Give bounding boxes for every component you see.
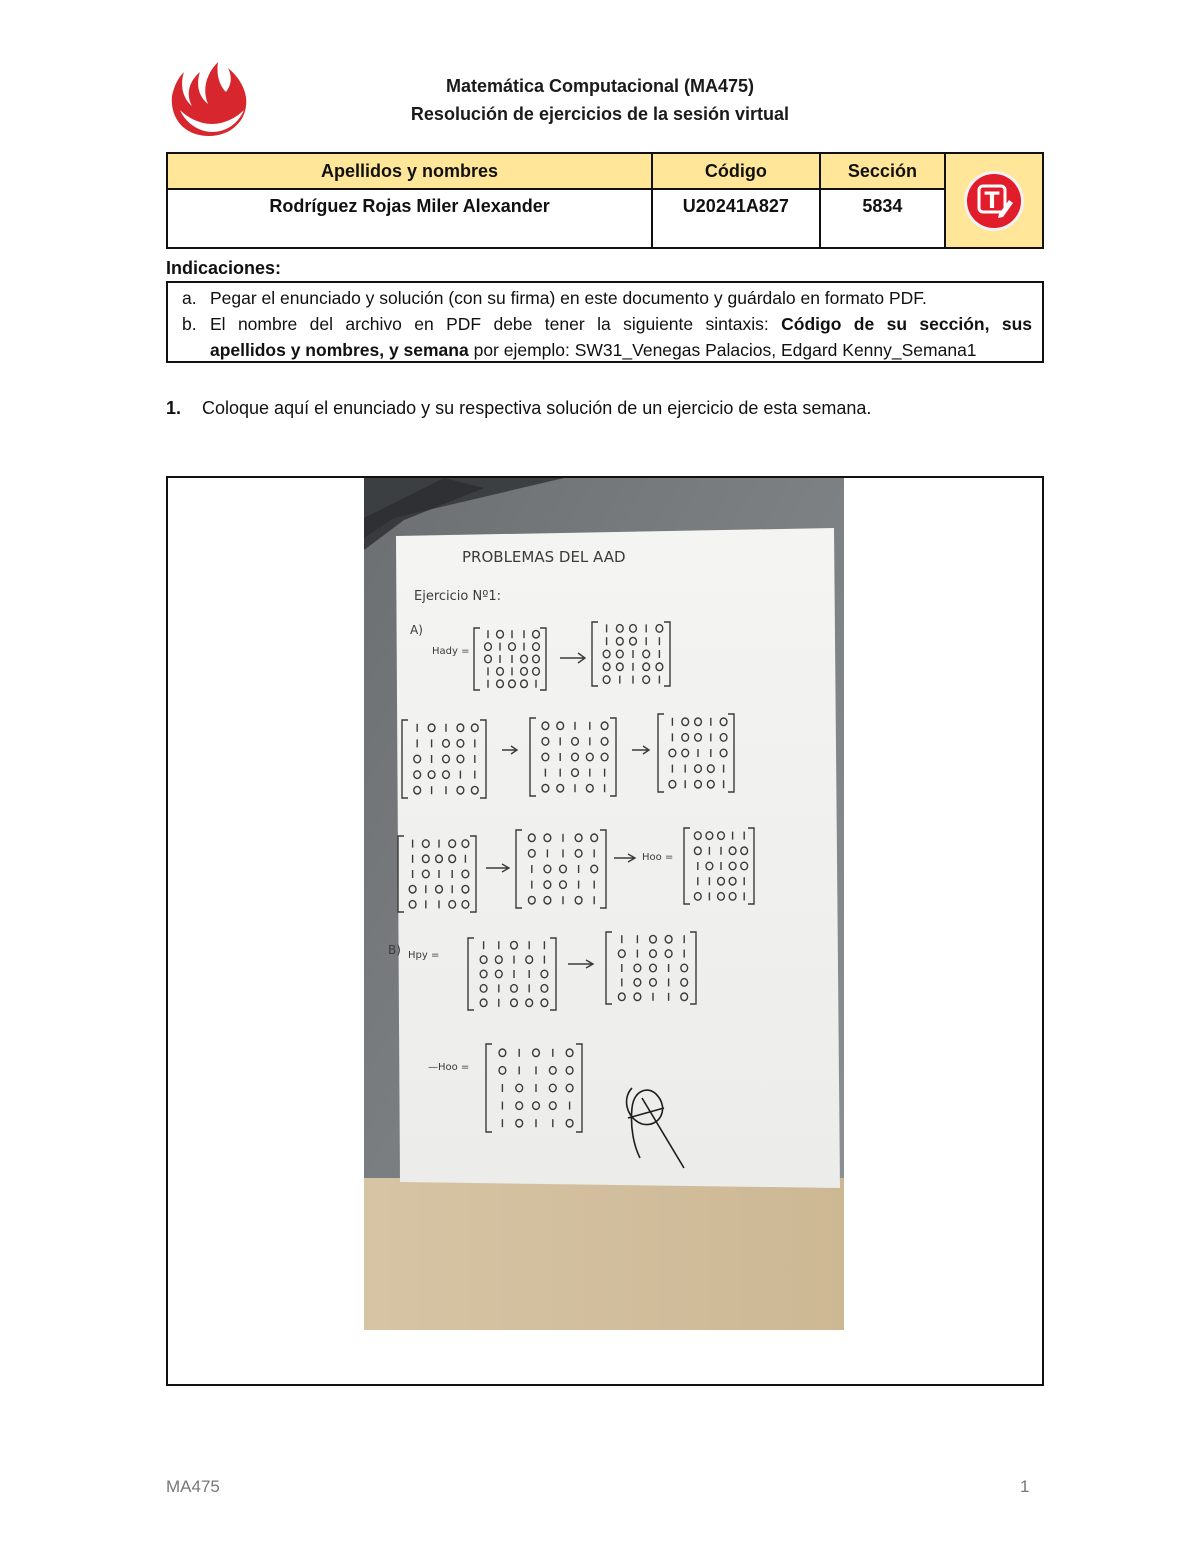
photo-label-hpy: Hpy = bbox=[408, 950, 440, 961]
student-name: Rodríguez Rojas Miler Alexander bbox=[167, 189, 652, 248]
item-b-bold-1: Código de su sección, sus bbox=[781, 314, 1032, 334]
title-line-2: Resolución de ejercicios de la sesión virtual bbox=[410, 104, 790, 124]
badge-letter: T bbox=[984, 188, 1000, 214]
item-b-bold-2: apellidos y nombres, y semana bbox=[210, 340, 469, 360]
handwritten-solution-photo bbox=[364, 478, 844, 1330]
footer-course: MA475 bbox=[166, 1477, 220, 1496]
question-1 bbox=[166, 398, 871, 419]
header-code: Código bbox=[652, 153, 820, 189]
photo-part-a: A) bbox=[410, 623, 423, 637]
photo-part-b: B) bbox=[388, 943, 401, 957]
question-number: 1. bbox=[166, 398, 182, 418]
indications-label: Indicaciones: bbox=[166, 258, 282, 278]
item-b-text: El nombre del archivo en PDF debe tener la siguiente sintaxis: bbox=[210, 314, 782, 334]
item-b-letter: b. bbox=[182, 314, 197, 334]
title-line-1: Matemática Computacional (MA475) bbox=[445, 76, 755, 96]
edit-badge-icon bbox=[963, 170, 1025, 232]
photo-label-hoo: Hoo = bbox=[642, 852, 674, 863]
item-a-letter: a. bbox=[182, 288, 197, 308]
item-a-text: Pegar el enunciado y solución (con su firma) en este documento y guárdalo en formato PDF. bbox=[210, 288, 927, 308]
question-text: Coloque aquí el enunciado y su respectiva solución de un ejercicio de esta semana. bbox=[202, 398, 872, 418]
photo-label-hady: Hady = bbox=[432, 646, 470, 657]
footer-page-number: 1 bbox=[1020, 1477, 1030, 1496]
document-title bbox=[0, 72, 1200, 128]
photo-label-hoo-2: —Hoo = bbox=[428, 1062, 470, 1073]
student-section: 5834 bbox=[820, 189, 946, 248]
header-section: Sección bbox=[820, 153, 946, 189]
student-info-table bbox=[166, 152, 1044, 249]
badge-cell bbox=[945, 153, 1043, 248]
photo-heading: PROBLEMAS DEL AAD bbox=[462, 548, 626, 566]
photo-exercise: Ejercicio Nº1: bbox=[414, 589, 501, 604]
student-code: U20241A827 bbox=[652, 189, 820, 248]
item-b-example: por ejemplo: SW31_Venegas Palacios, Edgard Kenny_Semana1 bbox=[468, 340, 977, 360]
indications-box bbox=[166, 281, 1044, 363]
header-names: Apellidos y nombres bbox=[167, 153, 652, 189]
